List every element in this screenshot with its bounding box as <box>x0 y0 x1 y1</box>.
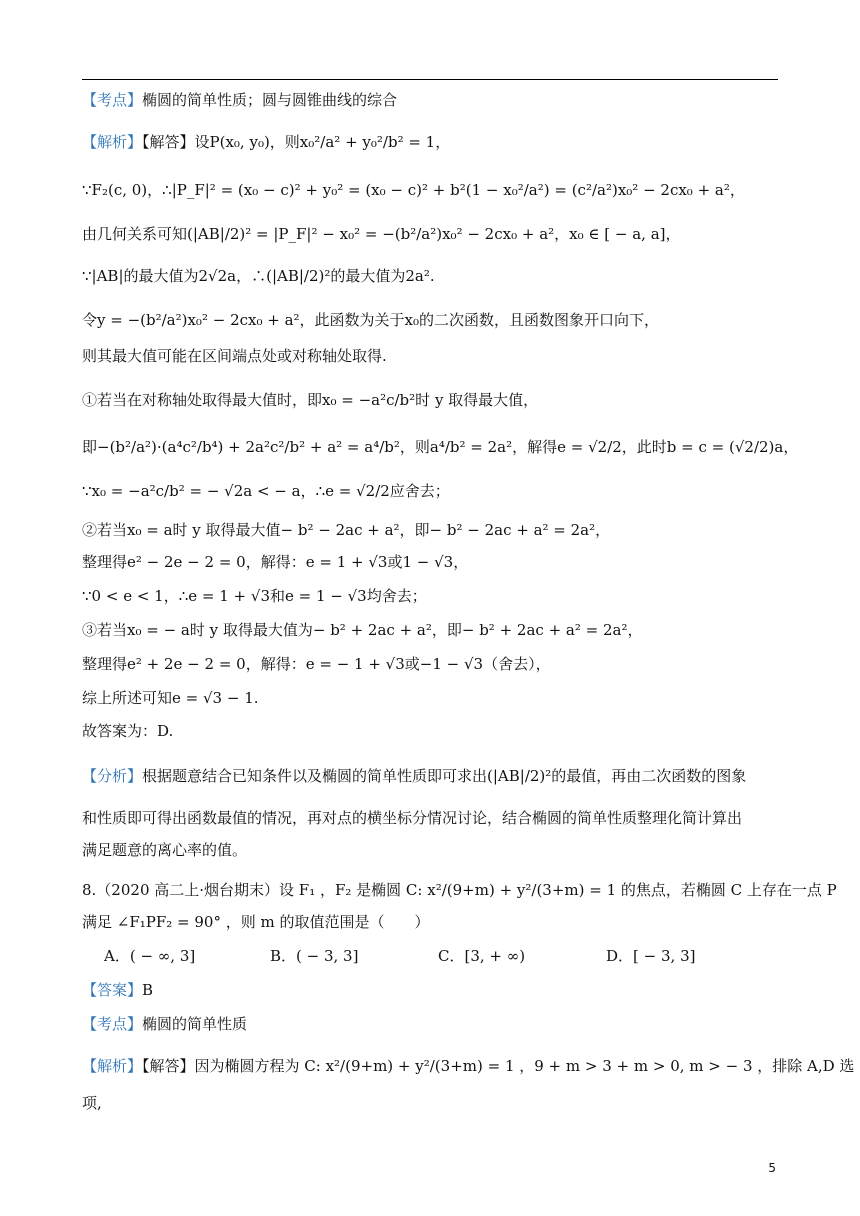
jiexi-line: 【解析】【解答】设P(x₀, y₀)，则x₀²/a² + y₀²/b² = 1， <box>82 133 451 151</box>
text-line: ③若当x₀ = − a时 y 取得最大值为− b² + 2ac + a²，即− b² + 2ac + a² = 2a²， <box>82 621 643 639</box>
text-line: 整理得e² − 2e − 2 = 0，解得：e = 1 + √3或1 − √3， <box>82 553 469 571</box>
text-line: 即−(b²/a²)·(a⁴c²/b⁴) + 2a²c²/b² + a² = a⁴/b²，则a⁴/b² = 2a²，解得e = √2/2，此时b = c = (√2/2)a， <box>82 438 799 456</box>
text-line: 和性质即可得出函数最值的情况，再对点的横坐标分情况讨论，结合椭圆的简单性质整理化简计算出 <box>82 809 743 827</box>
question-8-line: 8.（2020 高二上·烟台期末）设 F₁ ，F₂ 是椭圆 C: x²/(9+m) + y²/(3+m) = 1 的焦点，若椭圆 C 上存在一点 P <box>82 881 837 899</box>
question-8-condition: 满足 ∠F₁PF₂ = 90° ，则 m 的取值范围是（ ） <box>82 913 430 931</box>
option-d: D．[ − 3, 3] <box>606 947 696 965</box>
fenxi-line: 【分析】根据题意结合已知条件以及椭圆的简单性质即可求出(|AB|/2)²的最值，再由二次函数的图象 <box>82 767 747 785</box>
option-a: A．( − ∞, 3] <box>104 947 196 965</box>
text-line: ∵x₀ = −a²c/b² = − √2a < − a，∴e = √2/2应舍去； <box>82 482 450 500</box>
text-line: 项, <box>82 1094 102 1112</box>
daan-tag: 【答案】 <box>82 981 143 999</box>
text-line: 综上所述可知e = √3 − 1. <box>82 689 259 707</box>
option-c: C．[3, + ∞) <box>438 947 526 965</box>
text-line: ∵0 < e < 1，∴e = 1 + √3和e = 1 − √3均舍去； <box>82 587 427 605</box>
text-line: 则其最大值可能在区间端点处或对称轴处取得. <box>82 347 387 365</box>
header-rule <box>82 79 778 80</box>
kaodian-line: 【考点】椭圆的简单性质；圆与圆锥曲线的综合 <box>82 91 398 109</box>
text-line: 故答案为：D. <box>82 722 174 740</box>
page-number: 5 <box>768 1161 776 1175</box>
answer-line: 【答案】B <box>82 981 154 999</box>
text-line: 整理得e² + 2e − 2 = 0，解得：e = − 1 + √3或−1 − √3（舍去）， <box>82 655 551 673</box>
kaodian-line-2: 【考点】椭圆的简单性质 <box>82 1015 248 1033</box>
jiexi-tag: 【解析】 <box>82 133 143 151</box>
text-line: ∵|AB|的最大值为2√2a，∴(|AB|/2)²的最大值为2a². <box>82 267 435 285</box>
text-line: ①若当在对称轴处取得最大值时，即x₀ = −a²c/b²时 y 取得最大值， <box>82 391 539 409</box>
fenxi-tag: 【分析】 <box>82 767 143 785</box>
kaodian-tag-2: 【考点】 <box>82 1015 143 1033</box>
text-line: 令y = −(b²/a²)x₀² − 2cx₀ + a²，此函数为关于x₀的二次函数，且函数图象开口向下， <box>82 311 660 329</box>
text-line: 由几何关系可知(|AB|/2)² = |P_F|² − x₀² = −(b²/a²)x₀² − 2cx₀ + a²，x₀ ∈ [ − a, a]， <box>82 225 681 243</box>
kaodian-tag: 【考点】 <box>82 91 143 109</box>
option-b: B．( − 3, 3] <box>270 947 359 965</box>
jiexi-tag-2: 【解析】 <box>82 1057 143 1075</box>
jiexi-line-2: 【解析】【解答】因为椭圆方程为 C: x²/(9+m) + y²/(3+m) = 1 ，9 + m > 3 + m > 0, m > − 3 ，排除 A,D 选 <box>82 1057 855 1075</box>
text-line: ②若当x₀ = a时 y 取得最大值− b² − 2ac + a²，即− b² − 2ac + a² = 2a²， <box>82 521 611 539</box>
text-line: ∵F₂(c, 0)，∴|P_F|² = (x₀ − c)² + y₀² = (x₀ − c)² + b²(1 − x₀²/a²) = (c²/a²)x₀² − 2cx₀ + a²， <box>82 181 745 199</box>
text-line: 满足题意的离心率的值。 <box>82 841 248 859</box>
